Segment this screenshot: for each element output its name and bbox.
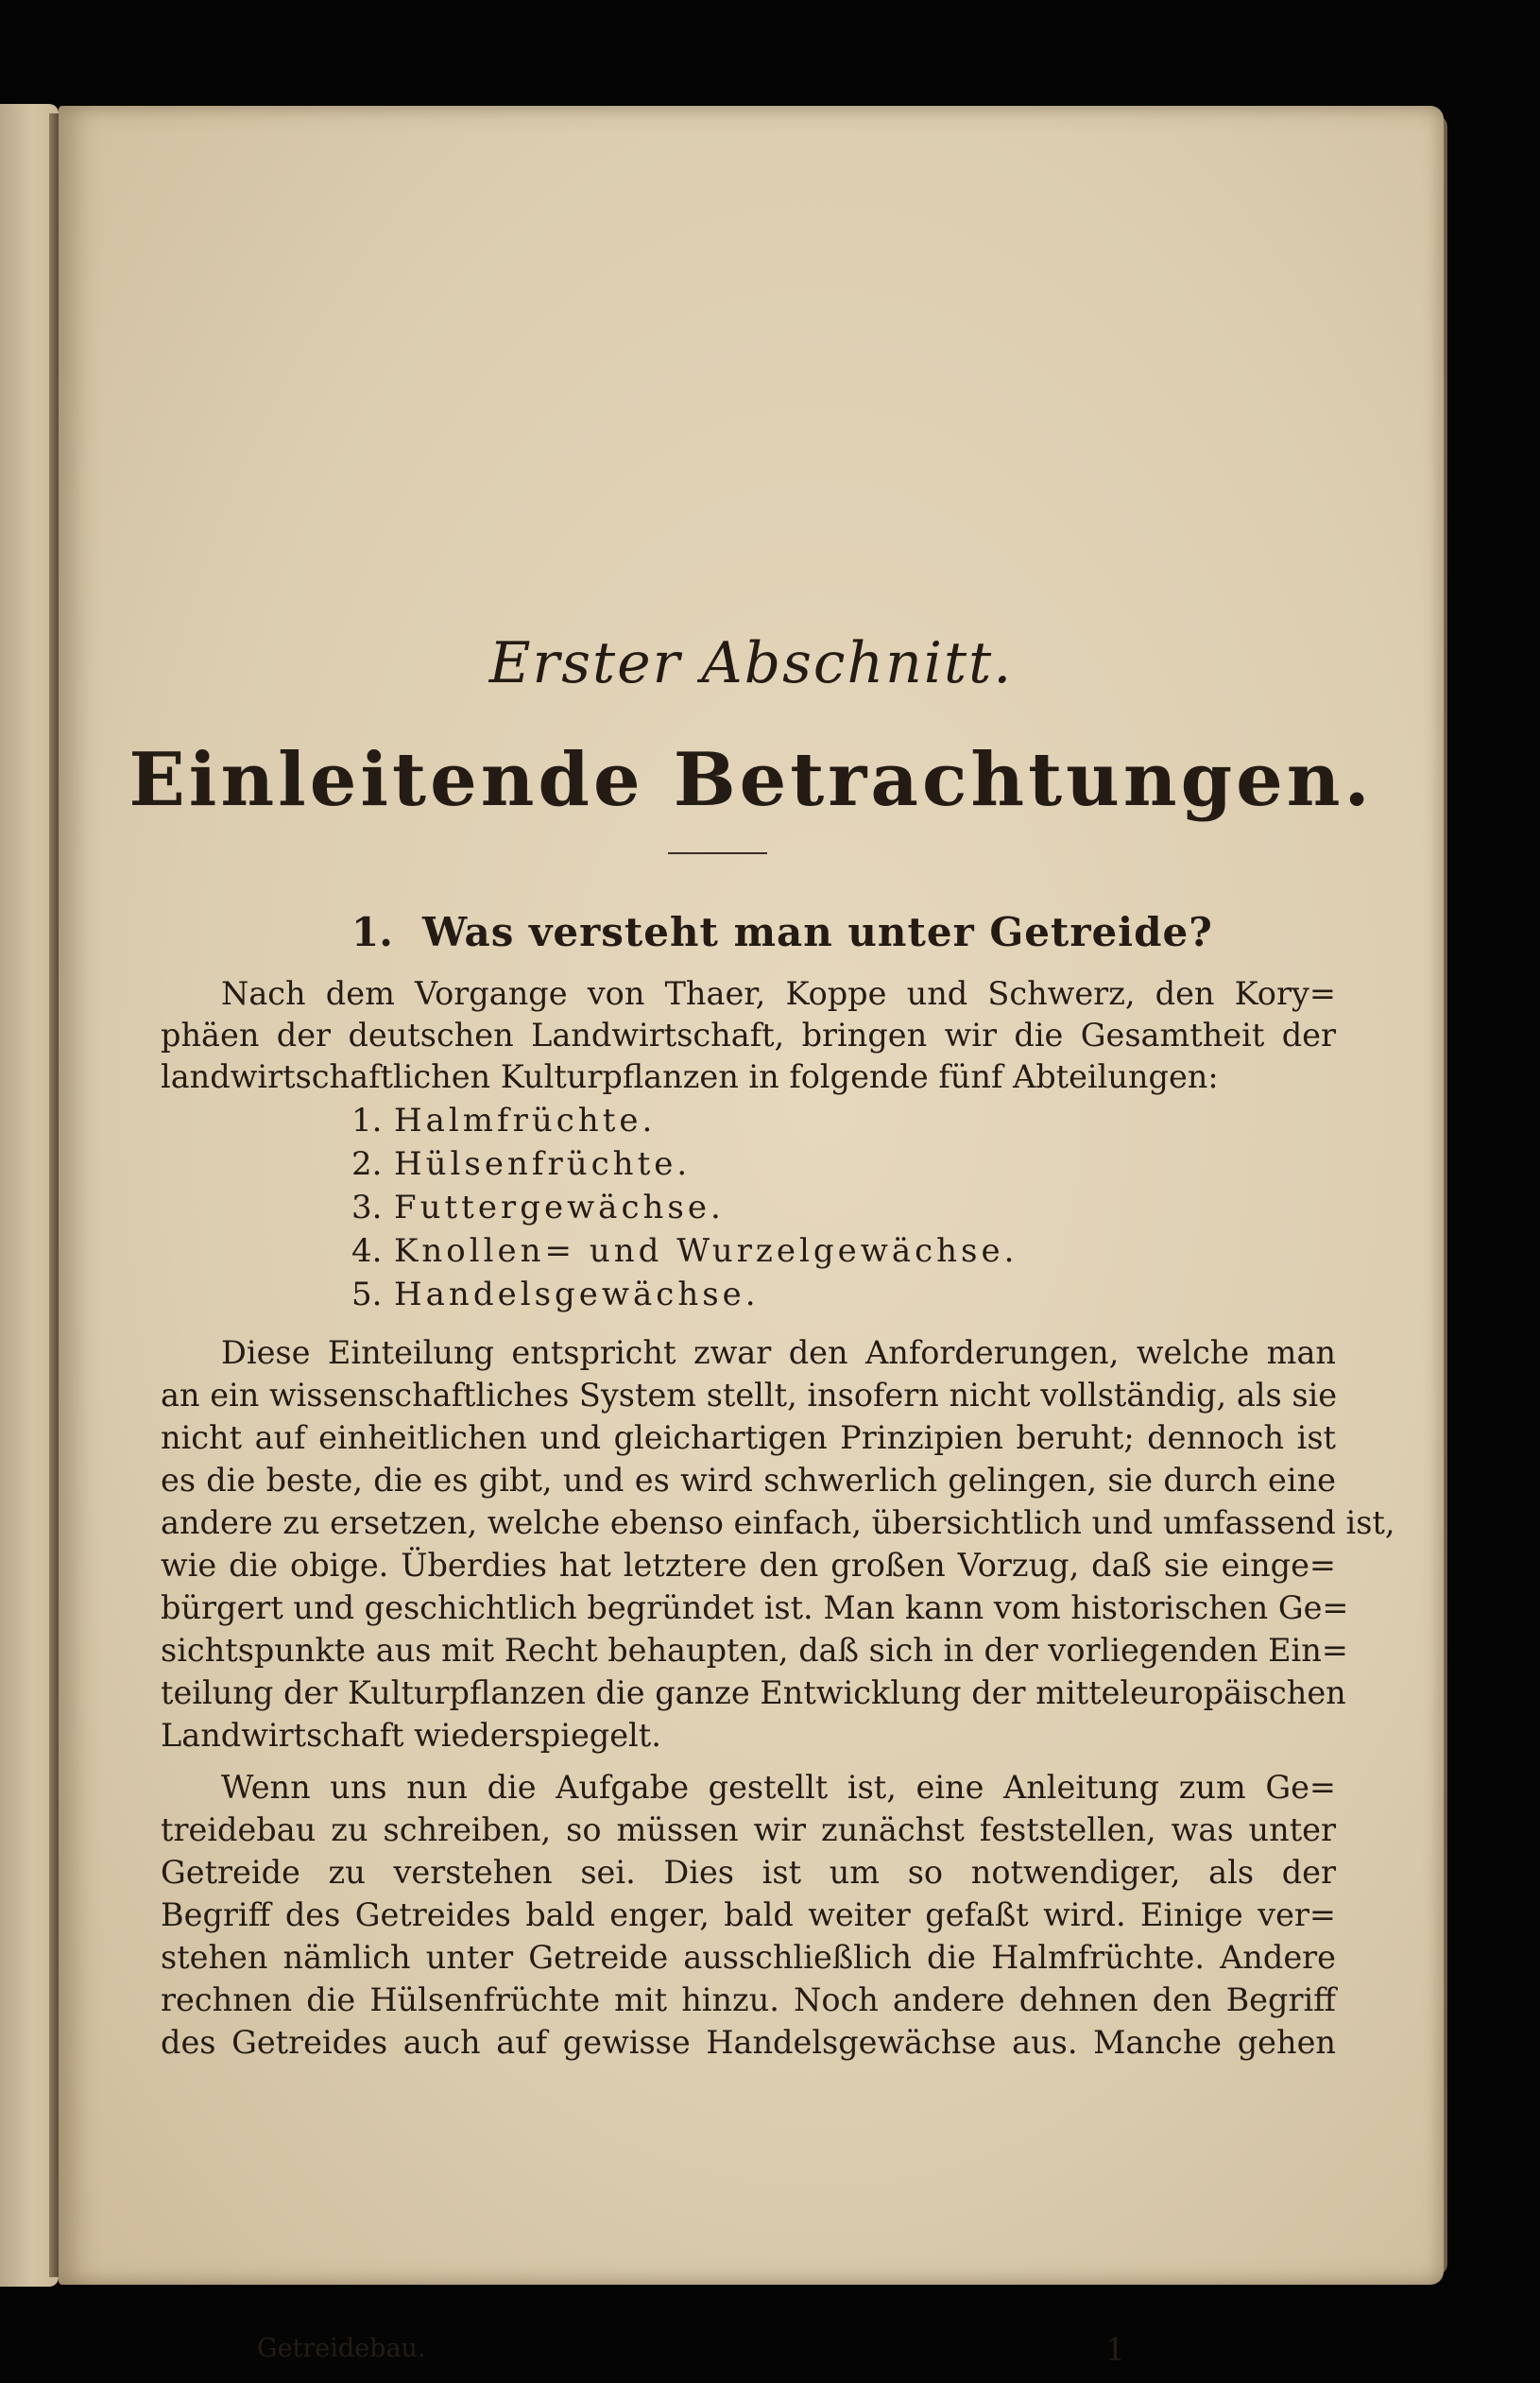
text-line: sichtspunkte aus mit Recht behaupten, daß sich in der vorliegenden Ein= [161, 1632, 1348, 1669]
list-item: Hülsenfrüchte. [394, 1145, 692, 1183]
list-item: Handelsgewächse. [394, 1276, 760, 1313]
title-divider [668, 852, 767, 854]
signature-mark: Getreidebau. [257, 2334, 426, 2363]
list-item: Knollen= und Wurzelgewächse. [394, 1232, 1018, 1270]
section-label: Erster Abschnitt. [488, 630, 1014, 696]
list-item: Halmfrüchte. [394, 1102, 657, 1140]
list-number: 1. [351, 1102, 383, 1140]
list-number: 4. [351, 1232, 383, 1270]
text-line: andere zu ersetzen, welche ebenso einfach, übersichtlich und umfassend ist, [161, 1504, 1395, 1541]
text-line: wie die obige. Überdies hat letztere den großen Vorzug, daß sie einge= [161, 1547, 1336, 1584]
list-number: 5. [351, 1276, 383, 1313]
text-line: Getreide zu verstehen sei. Dies ist um so notwendiger, als der [161, 1854, 1336, 1891]
chapter-title: Einleitende Betrachtungen. [128, 737, 1374, 823]
text-line: treidebau zu schreiben, so müssen wir zunächst feststellen, was unter [161, 1811, 1336, 1848]
book-page [59, 106, 1444, 2368]
text-line: stehen nämlich unter Getreide ausschließlich die Halmfrüchte. Andere [161, 1939, 1336, 1976]
heading-number: 1. [351, 909, 393, 955]
list-item: Futtergewächse. [394, 1189, 725, 1226]
text-line: Begriff des Getreides bald enger, bald weiter gefaßt wird. Einige ver= [161, 1896, 1336, 1933]
text-line: Nach dem Vorgange von Thaer, Koppe und Schwerz, den Kory= [221, 975, 1336, 1012]
text-line: an ein wissenschaftliches System stellt, insofern nicht vollständig, als sie [161, 1377, 1338, 1414]
text-line: bürgert und geschichtlich begründet ist. Man kann vom historischen Ge= [161, 1589, 1349, 1626]
page-number: 1 [1105, 2331, 1125, 2368]
text-line: Landwirtschaft wiederspiegelt. [161, 1717, 661, 1754]
list-number: 2. [351, 1145, 383, 1183]
gutter-shadow [49, 113, 59, 2277]
text-line: nicht auf einheitlichen und gleichartigen Prinzipien beruht; dennoch ist [161, 1419, 1336, 1456]
text-line: teilung der Kulturpflanzen die ganze Entwicklung der mitteleuropäischen [161, 1674, 1346, 1711]
list-number: 3. [351, 1189, 383, 1226]
text-line: Diese Einteilung entspricht zwar den Anforderungen, welche man [221, 1334, 1336, 1371]
text-line: phäen der deutschen Landwirtschaft, bringen wir die Gesamtheit der [161, 1017, 1336, 1054]
text-line: rechnen die Hülsenfrüchte mit hinzu. Noch andere dehnen den Begriff [161, 1981, 1336, 2018]
text-line: des Getreides auch auf gewisse Handelsgewächse aus. Manche gehen [161, 2024, 1336, 2061]
text-line: Wenn uns nun die Aufgabe gestellt ist, eine Anleitung zum Ge= [221, 1769, 1336, 1806]
text-line: es die beste, die es gibt, und es wird schwerlich gelingen, sie durch eine [161, 1462, 1336, 1499]
heading-text: Was versteht man unter Getreide? [422, 909, 1213, 955]
text-line: landwirtschaftlichen Kulturpflanzen in folgende fünf Abteilungen: [161, 1058, 1219, 1095]
